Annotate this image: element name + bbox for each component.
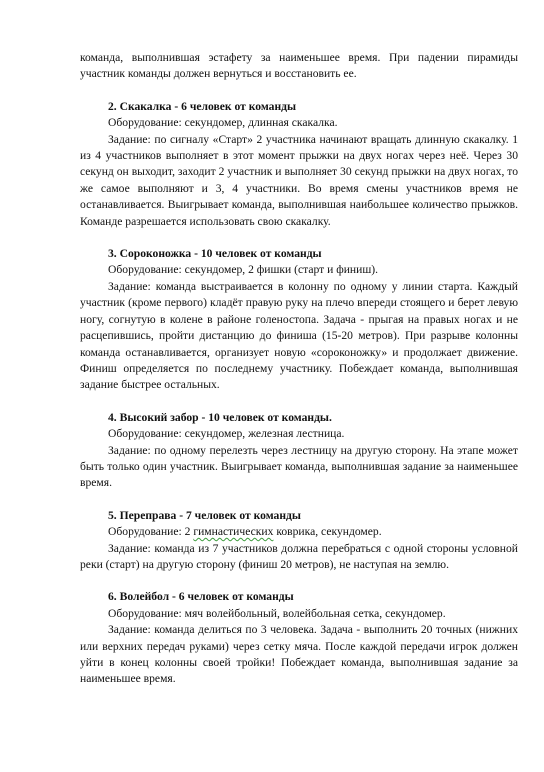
section-task: Задание: по одному перелезть через лестницу на другую сторону. На этапе может быть только один участник. Выигрывает команда, выполнившая задание за наименьшее время. — [80, 443, 518, 490]
section-equipment: Оборудование: секундомер, железная лестница. — [108, 427, 345, 441]
section-title: 2. Скакалка - 6 человек от команды — [108, 99, 297, 113]
section-crossing — [80, 508, 518, 574]
document-body — [80, 50, 518, 688]
spellcheck-underlined-word: гимнастических — [193, 525, 274, 539]
section-task: Задание: команда из 7 участников должна перебраться с одной стороны условной реки (старт) на другую сторону (финиш 20 метров), не наступая на землю. — [80, 541, 518, 571]
section-high-fence — [80, 410, 518, 492]
section-task: Задание: по сигналу «Старт» 2 участника начинают вращать длинную скакалку. 1 из 4 участников выполняет в этот момент прыжки на двух ногах через неё. Через 30 секунд он выходит, заходит 2 участник и выполняет 30 секунд прыжки на двух ногах, то же самое выполняют и 3, 4 участники. Во время смены участников время не останавливается. Выигрывает команда, выполнившая наибольшее количество прыжков. Команде разрешается использовать свою скакалку. — [80, 132, 518, 228]
section-volleyball — [80, 589, 518, 687]
section-task: Задание: команда выстраивается в колонну по одному у линии старта. Каждый участник (кроме первого) кладёт правую руку на плечо впереди стоящего и берет левую ногу, согнутую в колене в районе голеностопа. Задача - прыгая на правых ногах и не расцепившись, пройти дистанцию до финиша (15-20 метров). При разрыве колонны команда останавливается, организует новую «сороконожку» и продолжает движение. Финиш определяется по последнему участнику. Побеждает команда, выполнившая задание быстрее остальных. — [80, 279, 518, 392]
section-equipment: Оборудование: секундомер, 2 фишки (старт и финиш). — [108, 263, 379, 277]
section-title: 5. Переправа - 7 человек от команды — [108, 508, 301, 522]
section-equipment: Оборудование: мяч волейбольный, волейбольная сетка, секундомер. — [108, 606, 446, 620]
section-title: 6. Волейбол - 6 человек от команды — [108, 590, 294, 604]
section-equipment: Оборудование: секундомер, длинная скакалка. — [108, 116, 338, 130]
equipment-suffix: коврика, секундомер. — [273, 525, 382, 539]
section-title: 3. Сороконожка - 10 человек от команды — [108, 247, 322, 261]
section-centipede — [80, 246, 518, 394]
section-task: Задание: команда делиться по 3 человека. Задача - выполнить 20 точных (нижних или верхних передач руками) через сетку мяча. После каждой передачи игрок должен уйти в конец колонны своей тройки! Побеждает команда, выполнившая задание за наименьшее время. — [80, 623, 518, 686]
section-title: 4. Высокий забор - 10 человек от команды. — [108, 410, 332, 424]
equipment-prefix: Оборудование: 2 — [108, 525, 194, 539]
section-equipment — [80, 524, 518, 540]
section-skipping-rope — [80, 99, 518, 230]
intro-paragraph: команда, выполнившая эстафету за наименьшее время. При падении пирамиды участник команды должен вернуться и восстановить ее. — [80, 51, 518, 81]
